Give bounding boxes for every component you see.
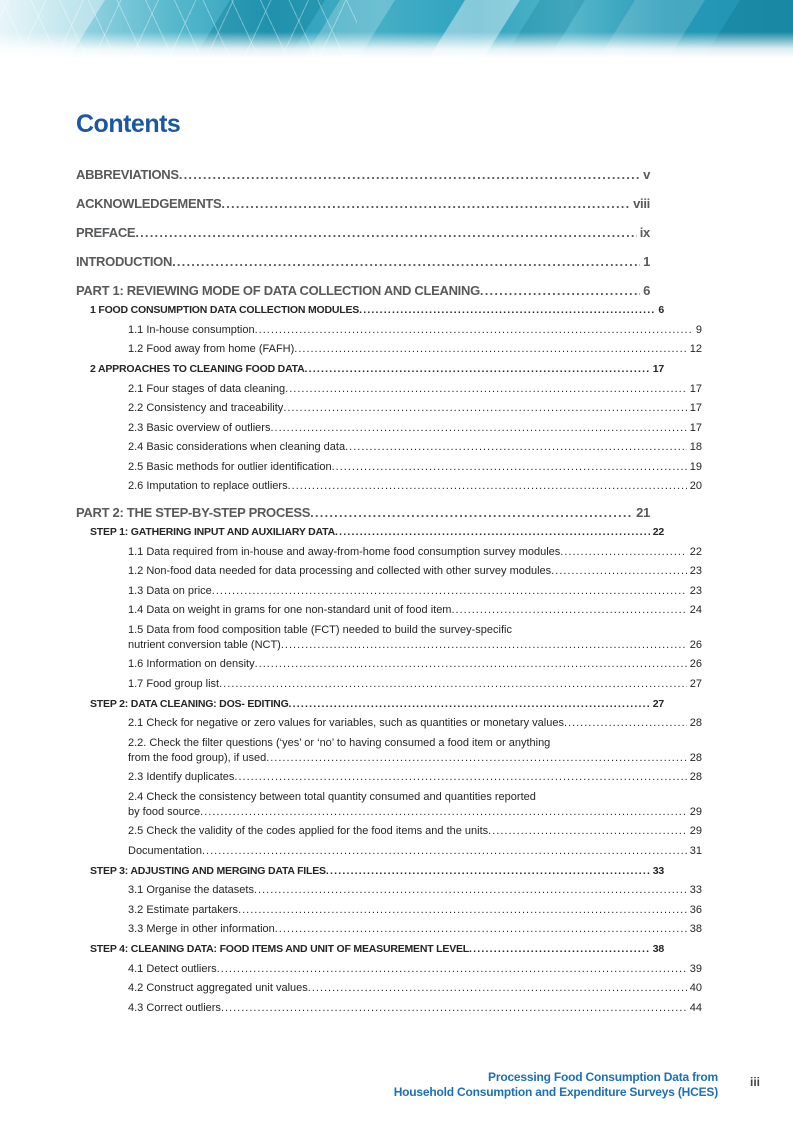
toc-dot-leader [564, 716, 687, 731]
toc-entry [128, 440, 702, 455]
toc-dot-leader [266, 751, 687, 766]
toc-entry-text: 1.1 In-house consumption [128, 323, 255, 336]
toc-entry [128, 962, 702, 977]
toc-entry-text: STEP 3: ADJUSTING AND MERGING DATA FILES [90, 864, 326, 877]
toc-dot-leader [359, 302, 655, 318]
toc-entry [128, 770, 702, 785]
toc-entry-page-number: 17 [689, 421, 702, 434]
toc-entry-page-number: 6 [658, 304, 664, 316]
toc-entry [128, 323, 702, 338]
toc-dot-leader [332, 460, 687, 475]
toc-dot-leader [200, 805, 687, 820]
toc-entry-text: 1.2 Food away from home (FAFH) [128, 343, 295, 355]
toc-entry-text: 1.5 Data from food composition table (FCT) needed to build the survey-specific [128, 623, 512, 636]
toc-entry [128, 883, 702, 898]
footer-title-line1: Processing Food Consumption Data from [488, 1070, 718, 1084]
toc-dot-leader [212, 584, 687, 599]
toc-entry-text: 2.6 Imputation to replace outliers [128, 480, 288, 492]
toc-entry-page-number: 17 [652, 363, 664, 375]
toc-entry-text: 3.3 Merge in other information [128, 923, 275, 935]
toc-entry-text: 2.3 Identify duplicates [128, 771, 235, 783]
toc-entry [76, 503, 650, 523]
toc-entry-page-number: 22 [689, 545, 702, 558]
toc-entry-text: 1.3 Data on price [128, 584, 212, 597]
toc-dot-leader [255, 657, 687, 672]
header-banner-graphic [0, 0, 793, 58]
toc-entry-text: 2.1 Four stages of data cleaning [128, 382, 286, 395]
toc-dot-leader [202, 844, 687, 859]
toc-entry-page-number: 9 [695, 323, 702, 336]
toc-entry-page-number: 40 [689, 982, 702, 994]
toc-entry-page-number: 19 [689, 460, 702, 473]
toc-entry-page-number: 17 [689, 382, 702, 395]
toc-entry-page-number: 24 [689, 604, 702, 616]
toc-entry [76, 223, 650, 243]
toc-entry-text: 1.1 Data required from in-house and away-from-home food consumption survey modules [128, 545, 561, 558]
toc-entry [128, 824, 702, 839]
footer-document-title [394, 1070, 718, 1100]
toc-dot-leader [335, 524, 650, 540]
toc-entry-text: Documentation [128, 844, 202, 857]
toc-dot-leader [254, 883, 687, 898]
toc-entry [128, 981, 702, 996]
toc-entry-text: 2.3 Basic overview of outliers [128, 421, 271, 434]
toc-entry [128, 545, 702, 560]
toc-entry-page-number: 23 [689, 584, 702, 597]
toc-dot-leader [221, 1001, 687, 1016]
toc-entry-page-number: 17 [689, 402, 702, 414]
toc-entry-text: 4.1 Detect outliers [128, 962, 217, 975]
toc-entry-page-number: 22 [652, 526, 664, 538]
toc-dot-leader [238, 903, 687, 918]
toc-entry [90, 524, 664, 540]
toc-dot-leader [219, 677, 687, 692]
toc-dot-leader [221, 194, 630, 214]
toc-entry-page-number: 44 [689, 1001, 702, 1014]
toc-entry-page-number: 12 [689, 343, 702, 355]
toc-dot-leader [480, 281, 640, 301]
toc-entry-text: PREFACE [76, 225, 136, 240]
toc-dot-leader [326, 863, 650, 879]
toc-entry-text: 3.2 Estimate partakers [128, 903, 239, 916]
toc-entry-page-number: 31 [689, 844, 702, 857]
toc-entry-text: PART 1: REVIEWING MODE OF DATA COLLECTION AND CLEANING [76, 283, 480, 298]
toc-entry [128, 657, 702, 672]
toc-entry [90, 941, 664, 957]
toc-entry-text: 3.1 Organise the datasets [128, 884, 254, 896]
toc-entry [128, 623, 702, 653]
toc-entry-text: 4.2 Construct aggregated unit values [128, 982, 308, 994]
toc-dot-leader [289, 696, 650, 712]
toc-entry-page-number: ix [639, 225, 650, 240]
toc-dot-leader [294, 342, 686, 357]
toc-entry-text: 2.4 Basic considerations when cleaning data [128, 441, 346, 453]
toc-entry-text: nutrient conversion table (NCT) [128, 638, 281, 651]
toc-entry-text: 1.4 Data on weight in grams for one non-standard unit of food item [128, 604, 452, 616]
toc-entry-text: 2 APPROACHES TO CLEANING FOOD DATA [90, 363, 305, 375]
toc-dot-leader [217, 962, 687, 977]
toc-entry [128, 736, 702, 766]
toc-dot-leader [305, 361, 650, 377]
toc-entry-page-number: 23 [689, 565, 702, 577]
toc-dot-leader [270, 421, 686, 436]
toc-entry [90, 302, 664, 318]
toc-entry [128, 677, 702, 692]
toc-entry [90, 696, 664, 712]
toc-dot-leader [551, 564, 687, 579]
toc-entry-page-number: 27 [689, 677, 702, 690]
toc-entry-page-number: v [643, 167, 650, 182]
toc-entry-page-number: 29 [689, 825, 702, 837]
toc-entry [76, 194, 650, 214]
toc-entry-page-number: 20 [689, 480, 702, 492]
toc-dot-leader [469, 941, 650, 957]
toc-entry-page-number: 27 [652, 697, 664, 710]
toc-entry-page-number: viii [633, 196, 650, 211]
toc-dot-leader [488, 824, 687, 839]
toc-dot-leader [234, 770, 686, 785]
toc-entry-page-number: 33 [652, 864, 664, 877]
toc-entry [128, 401, 702, 416]
toc-entry-text: ABBREVIATIONS [76, 167, 179, 182]
toc-entry [128, 564, 702, 579]
toc-entry-page-number: 39 [689, 962, 702, 975]
toc-entry-page-number: 29 [689, 805, 702, 818]
toc-entry-page-number: 28 [689, 751, 702, 764]
toc-dot-leader [135, 223, 636, 243]
toc-entry-text: PART 2: THE STEP-BY-STEP PROCESS [76, 505, 311, 520]
toc-entry-text: 2.1 Check for negative or zero values for variables, such as quantities or monetary values [128, 717, 564, 729]
toc-entry-page-number: 28 [689, 717, 702, 729]
toc-entry-text: STEP 4: CLEANING DATA: FOOD ITEMS AND UNIT OF MEASUREMENT LEVEL [90, 943, 470, 955]
toc-dot-leader [345, 440, 687, 455]
toc-entry [128, 342, 702, 357]
toc-entry [90, 863, 664, 879]
footer-title-line2: Household Consumption and Expenditure Surveys (HCES) [393, 1085, 718, 1099]
toc-entry [76, 252, 650, 272]
toc-entry-page-number: 26 [689, 658, 702, 670]
toc-entry [128, 903, 702, 918]
toc-entry-page-number: 33 [689, 884, 702, 896]
toc-entry [90, 361, 664, 377]
toc-dot-leader [179, 165, 640, 185]
toc-entry-text: INTRODUCTION [76, 254, 173, 269]
toc-entry-text: 1 FOOD CONSUMPTION DATA COLLECTION MODULES [90, 304, 360, 316]
toc-list [76, 160, 702, 1016]
toc-entry-page-number: 28 [689, 771, 702, 783]
toc-entry [128, 603, 702, 618]
toc-entry-page-number: 21 [636, 505, 650, 520]
toc-dot-leader [275, 922, 687, 937]
page-number: iii [749, 1075, 760, 1089]
toc-entry-text: STEP 1: GATHERING INPUT AND AUXILIARY DATA [90, 526, 335, 538]
toc-entry-text: ACKNOWLEDGEMENTS [76, 196, 222, 211]
toc-dot-leader [285, 382, 687, 397]
toc-entry-page-number: 18 [689, 441, 702, 453]
toc-entry [76, 281, 650, 301]
toc-entry [128, 790, 702, 820]
toc-entry-page-number: 38 [689, 923, 702, 935]
toc-entry-text: 1.6 Information on density [128, 658, 255, 670]
toc-entry [128, 421, 702, 436]
toc-entry-page-number: 6 [643, 283, 650, 298]
toc-entry [128, 460, 702, 475]
toc-dot-leader [560, 545, 686, 560]
toc-entry-text: 2.5 Check the validity of the codes applied for the food items and the units [128, 825, 489, 837]
toc-entry [128, 844, 702, 859]
toc-entry-text: 1.2 Non-food data needed for data processing and collected with other survey modules [128, 565, 552, 577]
toc-entry-page-number: 1 [643, 254, 650, 269]
toc-dot-leader [281, 638, 687, 653]
toc-entry-text: 2.2. Check the filter questions (‘yes’ or ‘no’ to having consumed a food item or anything [128, 736, 551, 749]
toc-entry-page-number: 26 [689, 638, 702, 651]
toc-entry-text: from the food group), if used [128, 751, 267, 764]
toc-dot-leader [451, 603, 686, 618]
toc-entry-text: 2.5 Basic methods for outlier identification [128, 460, 332, 473]
toc-dot-leader [288, 479, 687, 494]
toc-entry [128, 479, 702, 494]
toc-entry-page-number: 38 [652, 943, 664, 955]
toc-dot-leader [255, 323, 693, 338]
toc-dot-leader [283, 401, 686, 416]
toc-entry-text: 2.2 Consistency and traceability [128, 402, 284, 414]
toc-entry-text: 4.3 Correct outliers [128, 1001, 221, 1014]
toc-entry [128, 584, 702, 599]
toc-entry [76, 165, 650, 185]
toc-entry-text: by food source [128, 805, 201, 818]
toc-entry-text: STEP 2: DATA CLEANING: DOS- EDITING [90, 697, 289, 710]
toc-entry [128, 382, 702, 397]
toc-dot-leader [172, 252, 640, 272]
toc-entry [128, 1001, 702, 1016]
page-title: Contents [76, 110, 181, 138]
toc-entry-text: 2.4 Check the consistency between total quantity consumed and quantities reported [128, 790, 536, 803]
toc-entry [128, 922, 702, 937]
toc-entry-text: 1.7 Food group list [128, 677, 220, 690]
banner-white-fade [0, 0, 793, 58]
toc-entry-page-number: 36 [689, 903, 702, 916]
toc-dot-leader [310, 503, 633, 523]
toc-dot-leader [308, 981, 687, 996]
toc-entry [128, 716, 702, 731]
